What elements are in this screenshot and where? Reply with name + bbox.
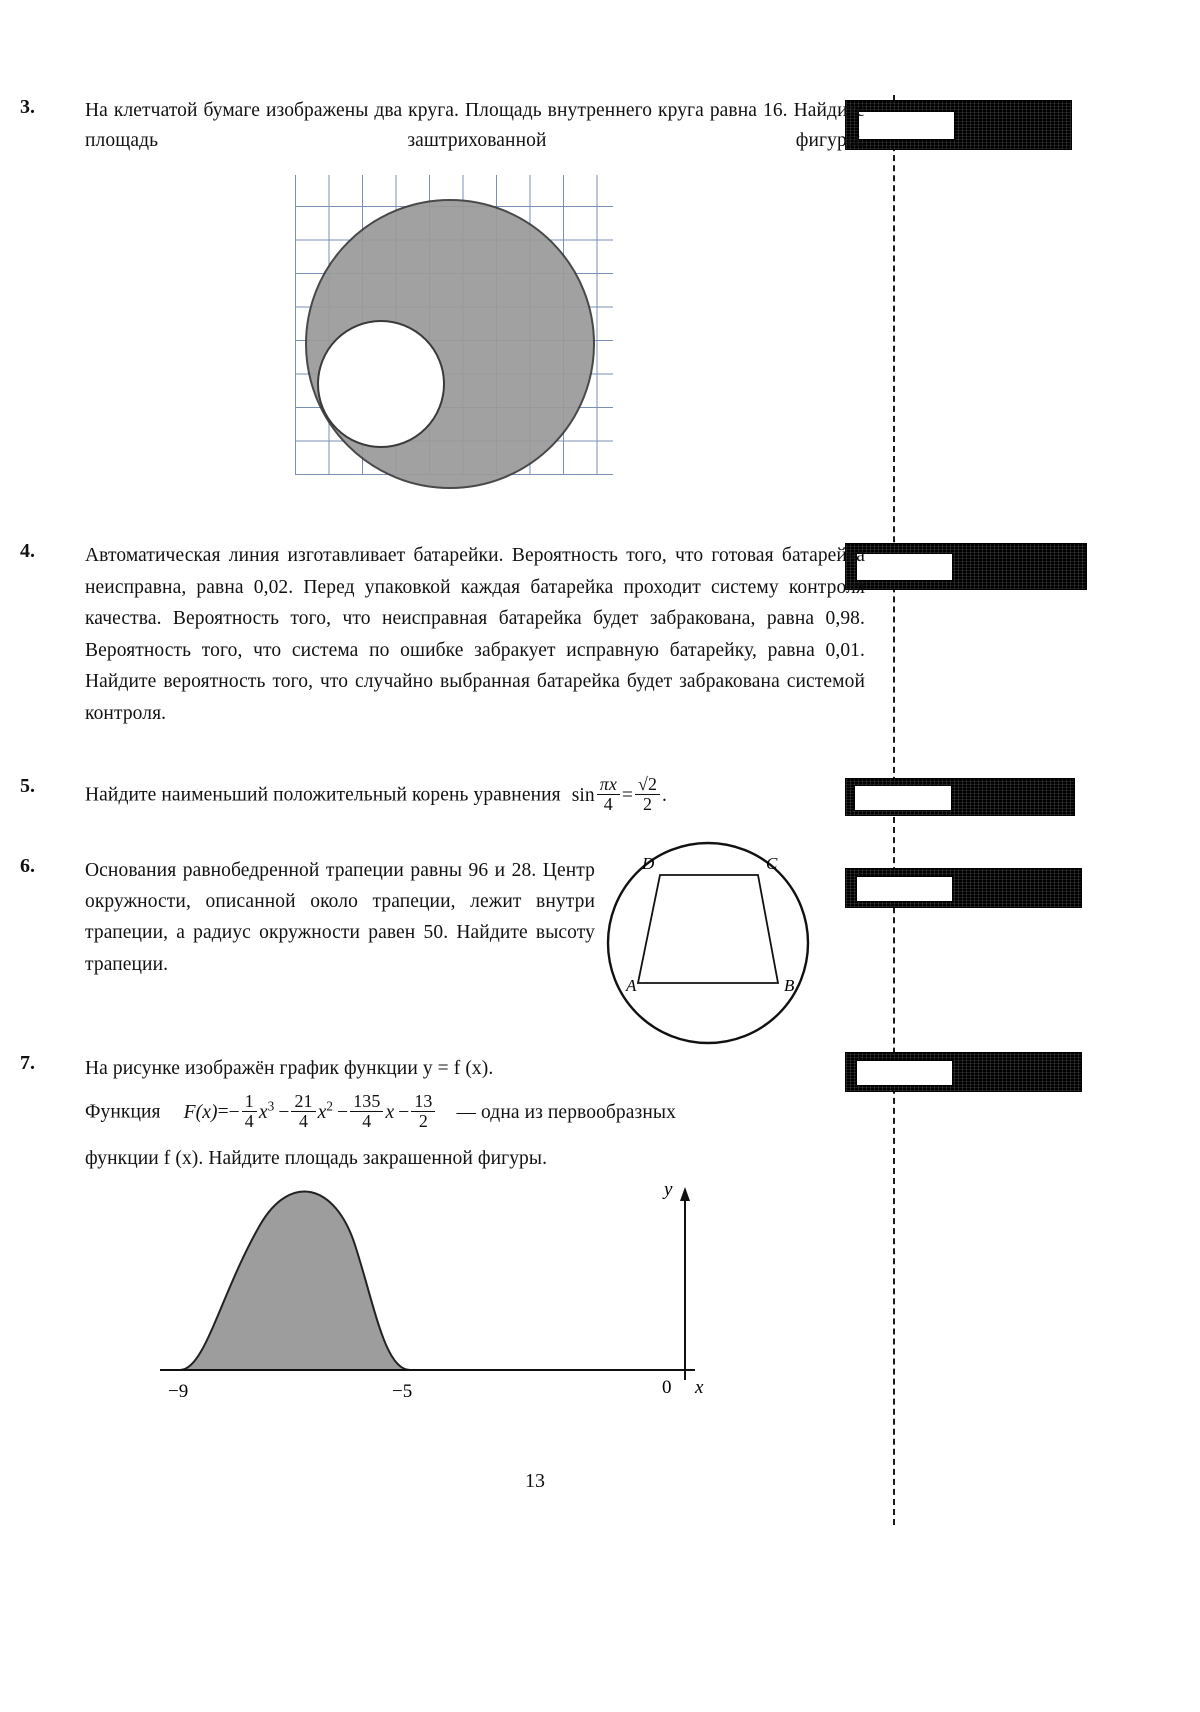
task-5-number: 5. bbox=[20, 775, 35, 797]
inner-circle-white bbox=[317, 320, 445, 448]
fraction-sqrt2-over-2: $\frac{√2}{2}$ bbox=[635, 775, 660, 815]
task-7-word-function: Функция bbox=[85, 1101, 161, 1123]
equals-sign: = bbox=[621, 784, 634, 806]
figure-trapezoid-in-circle bbox=[600, 835, 830, 1050]
answer-box-4[interactable] bbox=[845, 543, 1087, 590]
page-number: 13 bbox=[525, 1470, 545, 1492]
sin-operator: sin bbox=[571, 784, 595, 806]
trapezoid bbox=[638, 875, 778, 983]
task-3 bbox=[20, 96, 865, 155]
task-4 bbox=[20, 540, 865, 729]
task-7-line1: На рисунке изображён график функции y = f (x). bbox=[85, 1058, 494, 1079]
task-7-line2-after: — одна из первообразных bbox=[456, 1101, 676, 1123]
term-1: − $\frac{1}{4}$ $x^3$ bbox=[228, 1091, 275, 1132]
origin-label: 0 bbox=[662, 1377, 672, 1398]
tick-label-minus5: −5 bbox=[392, 1381, 413, 1402]
task-7-line2 bbox=[85, 1092, 865, 1132]
tick-label-minus9: −9 bbox=[168, 1381, 189, 1402]
answer-field-7[interactable] bbox=[856, 1060, 953, 1086]
task-4-text: Автоматическая линия изготавливает батарейки. Вероятность того, что готовая батарейка неисправна, равна 0,02. Перед упаковкой каждая батарейка проходит систему контроля качества. Вероятность того, что неисправная батарейка будет забракована, равна 0,98. Вероятность того, что система по ошибке забракует исправную батарейку, равна 0,01. Найдите вероятность того, что случайно выбранная батарейка будет забракована системой контроля. bbox=[85, 545, 865, 724]
trapezoid-svg bbox=[600, 835, 830, 1050]
answer-box-6[interactable] bbox=[845, 868, 1082, 908]
period: . bbox=[662, 784, 668, 806]
task-5-text bbox=[85, 775, 865, 815]
task-7-line3: функции f (x). Найдите площадь закрашенной фигуры. bbox=[85, 1147, 548, 1169]
label-A: A bbox=[626, 976, 637, 995]
task-7 bbox=[20, 1052, 865, 1176]
equals-sign-7: = bbox=[217, 1101, 229, 1123]
answer-box-3[interactable] bbox=[845, 100, 1072, 150]
answer-field-3[interactable] bbox=[858, 111, 955, 140]
fraction-pix-over-4: $\frac{\pi x}{4}$ bbox=[597, 775, 620, 815]
answer-field-4[interactable] bbox=[856, 553, 953, 581]
answer-field-6[interactable] bbox=[856, 876, 953, 902]
capital-F-of-x: F(x) bbox=[183, 1101, 218, 1123]
task-7-text bbox=[85, 1052, 865, 1176]
label-C: C bbox=[766, 854, 778, 873]
term-4: − $\frac{13}{2}$ bbox=[398, 1102, 437, 1123]
label-B: B bbox=[784, 976, 795, 995]
task-6-text: Основания равнобедренной трапеции равны 96 и 28. Центр окружности, описанной около трапеции, лежит внутри трапеции, а радиус окружности равен 50. Найдите высоту трапеции. bbox=[85, 860, 595, 975]
figure-function-graph bbox=[150, 1175, 730, 1425]
figure-two-circles bbox=[295, 175, 613, 475]
answer-box-7[interactable] bbox=[845, 1052, 1082, 1092]
circumscribed-circle bbox=[608, 843, 808, 1043]
task-5-sentence: Найдите наименьший положительный корень уравнения bbox=[85, 784, 561, 806]
task-3-text: На клетчатой бумаге изображены два круга. Площадь внутреннего круга равна 16. Найдите площадь заштрихованной фигуры. bbox=[85, 100, 865, 151]
term-3: − $\frac{135}{4}$ x bbox=[337, 1091, 395, 1132]
task-6 bbox=[20, 855, 620, 980]
task-5 bbox=[20, 775, 865, 815]
task-7-number: 7. bbox=[20, 1052, 35, 1074]
task-5-formula bbox=[571, 774, 668, 815]
x-axis-label: x bbox=[695, 1377, 704, 1398]
term-2: − $\frac{21}{4}$ $x^2$ bbox=[278, 1091, 334, 1132]
shaded-region bbox=[180, 1192, 410, 1370]
y-axis-arrow bbox=[680, 1187, 690, 1201]
answer-field-5[interactable] bbox=[854, 785, 952, 811]
answer-box-5[interactable] bbox=[845, 778, 1075, 816]
graph-svg bbox=[150, 1175, 730, 1425]
task-3-number: 3. bbox=[20, 96, 35, 118]
y-axis-label: y bbox=[664, 1179, 673, 1200]
label-D: D bbox=[642, 854, 655, 873]
task-6-number: 6. bbox=[20, 855, 35, 877]
task-4-number: 4. bbox=[20, 540, 35, 562]
